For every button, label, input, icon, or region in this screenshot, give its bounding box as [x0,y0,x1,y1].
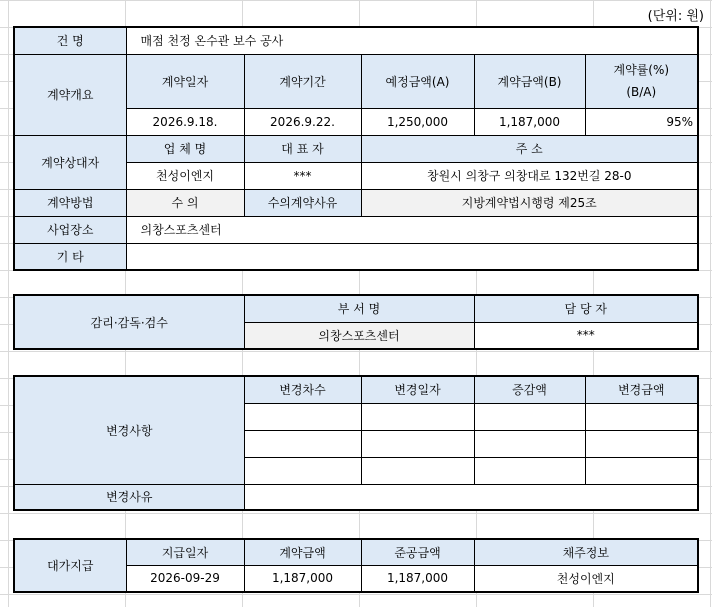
header-estimate: 예정금액(A) [361,54,474,108]
change-cell[interactable] [244,403,361,430]
change-cell[interactable] [585,403,698,430]
payment-date[interactable]: 2026-09-29 [126,565,244,592]
payment-label: 대가지급 [14,539,126,592]
payment-table [13,538,699,593]
header-change-diff: 증감액 [474,376,585,403]
rate-formula: (B/A) [626,85,657,99]
change-cell[interactable] [474,403,585,430]
header-change-order: 변경차수 [244,376,361,403]
header-contract-rate [585,54,698,108]
amount-value[interactable]: 1,187,000 [474,108,585,135]
change-cell[interactable] [361,457,474,484]
reason-value[interactable]: 지방계약법시행령 제25조 [361,189,698,216]
supervision-label: 감리·감독·검수 [14,295,244,349]
method-label: 계약방법 [14,189,126,216]
header-company: 업 체 명 [126,135,244,162]
representative-value[interactable]: *** [244,162,361,189]
header-contract-date: 계약일자 [126,54,244,108]
header-payment-date: 지급일자 [126,539,244,565]
contract-period[interactable]: 2026.9.22. [244,108,361,135]
changes-table [13,375,699,511]
address-value[interactable]: 창원시 의창구 의창대로 132번길 28-0 [361,162,698,189]
estimate-value[interactable]: 1,250,000 [361,108,474,135]
change-cell[interactable] [585,430,698,457]
place-value[interactable]: 의창스포츠센터 [126,216,698,243]
reason-label: 수의계약사유 [244,189,361,216]
overview-label: 계약개요 [14,54,126,135]
payment-contract-amount[interactable]: 1,187,000 [244,565,361,592]
header-change-date: 변경일자 [361,376,474,403]
payment-complete-amount[interactable]: 1,187,000 [361,565,474,592]
changes-label: 변경사항 [14,376,244,484]
rate-value[interactable]: 95% [585,108,698,135]
header-payment-contract: 계약금액 [244,539,361,565]
change-cell[interactable] [361,430,474,457]
header-representative: 대 표 자 [244,135,361,162]
change-reason-label: 변경사유 [14,484,244,510]
unit-label: (단위: 원) [647,9,704,24]
rate-label: 계약률(%) [613,63,670,77]
creditor-value[interactable]: 천성이엔지 [474,565,698,592]
person-value[interactable]: *** [474,322,698,349]
change-cell[interactable] [244,457,361,484]
etc-label: 기 타 [14,243,126,270]
change-cell[interactable] [244,430,361,457]
change-cell[interactable] [585,457,698,484]
header-contract-period: 계약기간 [244,54,361,108]
change-cell[interactable] [474,430,585,457]
name-label: 건 명 [14,27,126,54]
party-label: 계약상대자 [14,135,126,189]
header-contract-amount: 계약금액(B) [474,54,585,108]
header-person: 담 당 자 [474,295,698,322]
change-cell[interactable] [474,457,585,484]
header-payment-complete: 준공금액 [361,539,474,565]
header-address: 주 소 [361,135,698,162]
company-value[interactable]: 천성이엔지 [126,162,244,189]
etc-value[interactable] [126,243,698,270]
place-label: 사업장소 [14,216,126,243]
header-change-amount: 변경금액 [585,376,698,403]
change-cell[interactable] [361,403,474,430]
department-value[interactable]: 의창스포츠센터 [244,322,474,349]
name-value[interactable]: 매점 천정 온수관 보수 공사 [126,27,698,54]
change-reason-value[interactable] [244,484,698,510]
header-creditor: 채주정보 [474,539,698,565]
method-value[interactable]: 수 의 [126,189,244,216]
header-department: 부 서 명 [244,295,474,322]
supervision-table [13,294,699,350]
contract-table [13,26,699,271]
contract-date[interactable]: 2026.9.18. [126,108,244,135]
